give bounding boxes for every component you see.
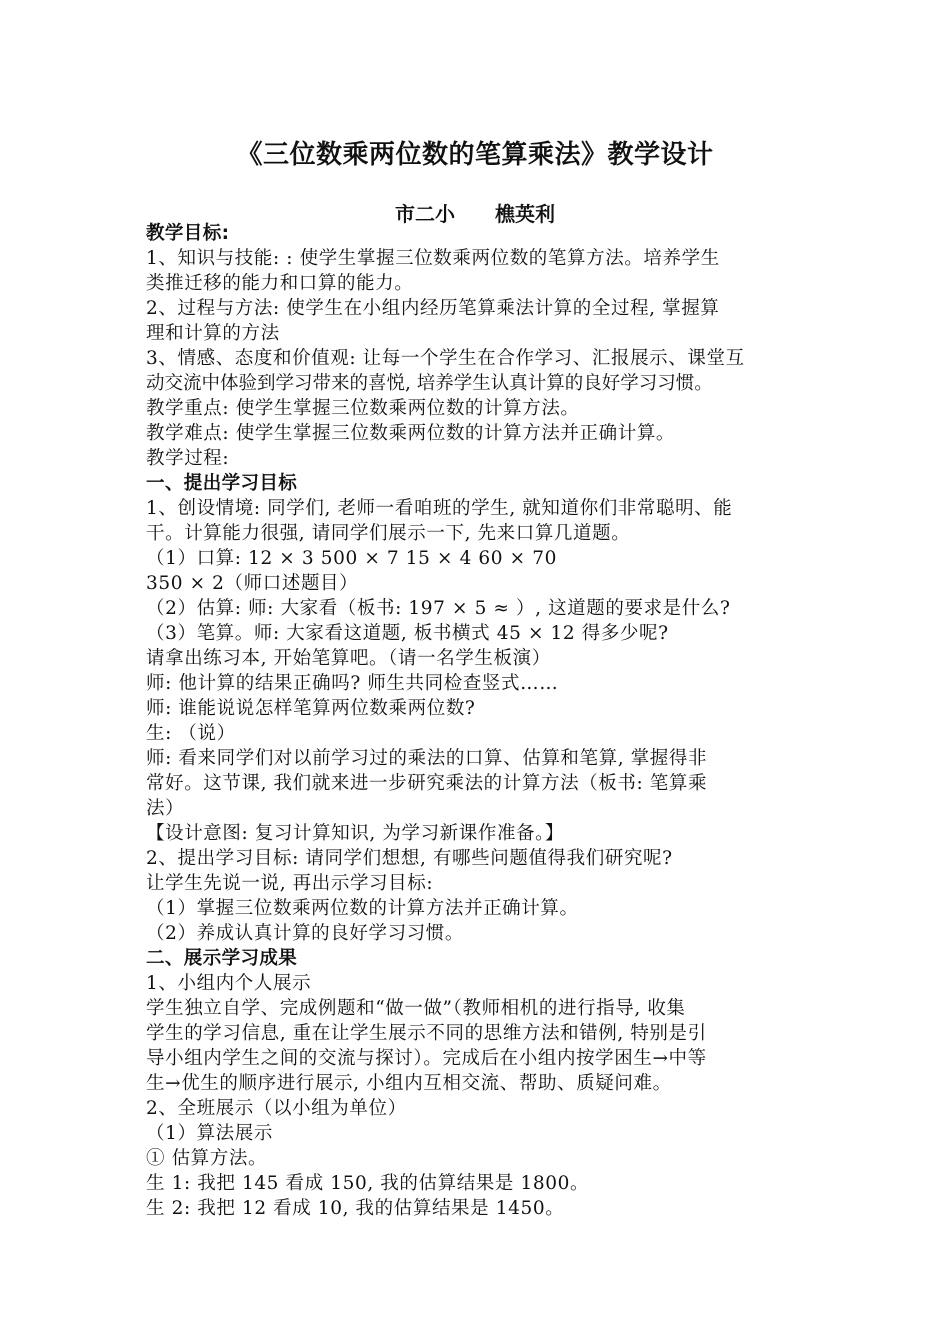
text-line: （3）笔算。师: 大家看这道题, 板书横式 45 × 12 得多少呢? [146, 623, 669, 644]
text-line: 1、小组内个人展示 [146, 973, 312, 994]
heading-objectives: 教学目标: [146, 223, 230, 244]
author-school: 市二小 [395, 202, 455, 226]
text-line: 类推迁移的能力和口算的能力。 [146, 273, 414, 294]
text-line: 师: 谁能说说怎样笔算两位数乘两位数? [146, 698, 476, 719]
text-line: 教学过程: [146, 448, 230, 469]
heading-section-one: 一、提出学习目标 [146, 473, 298, 494]
text-line: 法） [146, 798, 185, 819]
text-line: 1、创设情境: 同学们, 老师一看咱班的学生, 就知道你们非常聪明、能 [146, 498, 733, 519]
text-line: （1）算法展示 [146, 1123, 273, 1144]
text-line: 生→优生的顺序进行展示, 小组内互相交流、帮助、质疑问难。 [146, 1073, 672, 1094]
text-line: 学生的学习信息, 重在让学生展示不同的思维方法和错例, 特别是引 [146, 1023, 707, 1044]
text-line: 2、过程与方法: 使学生在小组内经历笔算乘法计算的全过程, 掌握算 [146, 298, 720, 319]
text-line: 生: （说） [146, 723, 236, 744]
text-line: 3、情感、态度和价值观: 让每一个学生在合作学习、汇报展示、课堂互 [146, 348, 745, 369]
text-line: 生 1: 我把 145 看成 150, 我的估算结果是 1800。 [146, 1173, 590, 1194]
author-name: 樵英利 [495, 202, 555, 226]
text-line: 常好。这节课, 我们就来进一步研究乘法的计算方法（板书: 笔算乘 [146, 773, 708, 794]
text-line: 学生独立自学、完成例题和“做一做”（教师相机的进行指导, 收集 [146, 998, 686, 1019]
text-line: 师: 看来同学们对以前学习过的乘法的口算、估算和笔算, 掌握得非 [146, 748, 708, 769]
text-line: （2）养成认真计算的良好学习习惯。 [146, 923, 464, 944]
text-line: （1）口算: 12 × 3 500 × 7 15 × 4 60 × 70 [146, 548, 557, 569]
text-line: （1）掌握三位数乘两位数的计算方法并正确计算。 [146, 898, 579, 919]
text-line: 教学重点: 使学生掌握三位数乘两位数的计算方法。 [146, 398, 580, 419]
text-line: ① 估算方法。 [146, 1148, 268, 1169]
text-line: 师: 他计算的结果正确吗? 师生共同检查竖式…… [146, 673, 559, 694]
text-line: 生 2: 我把 12 看成 10, 我的估算结果是 1450。 [146, 1198, 565, 1219]
text-line: 1、知识与技能: : 使学生掌握三位数乘两位数的笔算方法。培养学生 [146, 248, 720, 269]
text-line: 动交流中体验到学习带来的喜悦, 培养学生认真计算的良好学习习惯。 [146, 373, 713, 394]
text-line: 导小组内学生之间的交流与探讨）。完成后在小组内按学困生→中等 [146, 1048, 707, 1069]
text-line: 350 × 2（师口述题目） [146, 573, 359, 594]
text-line: 让学生先说一说, 再出示学习目标: [146, 873, 434, 894]
text-line: 干。计算能力很强, 请同学们展示一下, 先来口算几道题。 [146, 523, 631, 544]
document-body [146, 221, 826, 1221]
text-line: 教学难点: 使学生掌握三位数乘两位数的计算方法并正确计算。 [146, 423, 676, 444]
text-line: （2）估算: 师: 大家看（板书: 197 × 5 ≈ ）, 这道题的要求是什么? [146, 598, 731, 619]
document-title: 《三位数乘两位数的笔算乘法》教学设计 [236, 140, 714, 170]
text-line: 【设计意图: 复习计算知识, 为学习新课作准备。】 [146, 823, 565, 844]
text-line: 理和计算的方法 [146, 323, 280, 344]
text-line: 请拿出练习本, 开始笔算吧。（请一名学生板演） [146, 648, 551, 669]
text-line: 2、全班展示（以小组为单位） [146, 1098, 407, 1119]
heading-section-two: 二、展示学习成果 [146, 948, 298, 969]
text-line: 2、提出学习目标: 请同学们想想, 有哪些问题值得我们研究呢? [146, 848, 673, 869]
